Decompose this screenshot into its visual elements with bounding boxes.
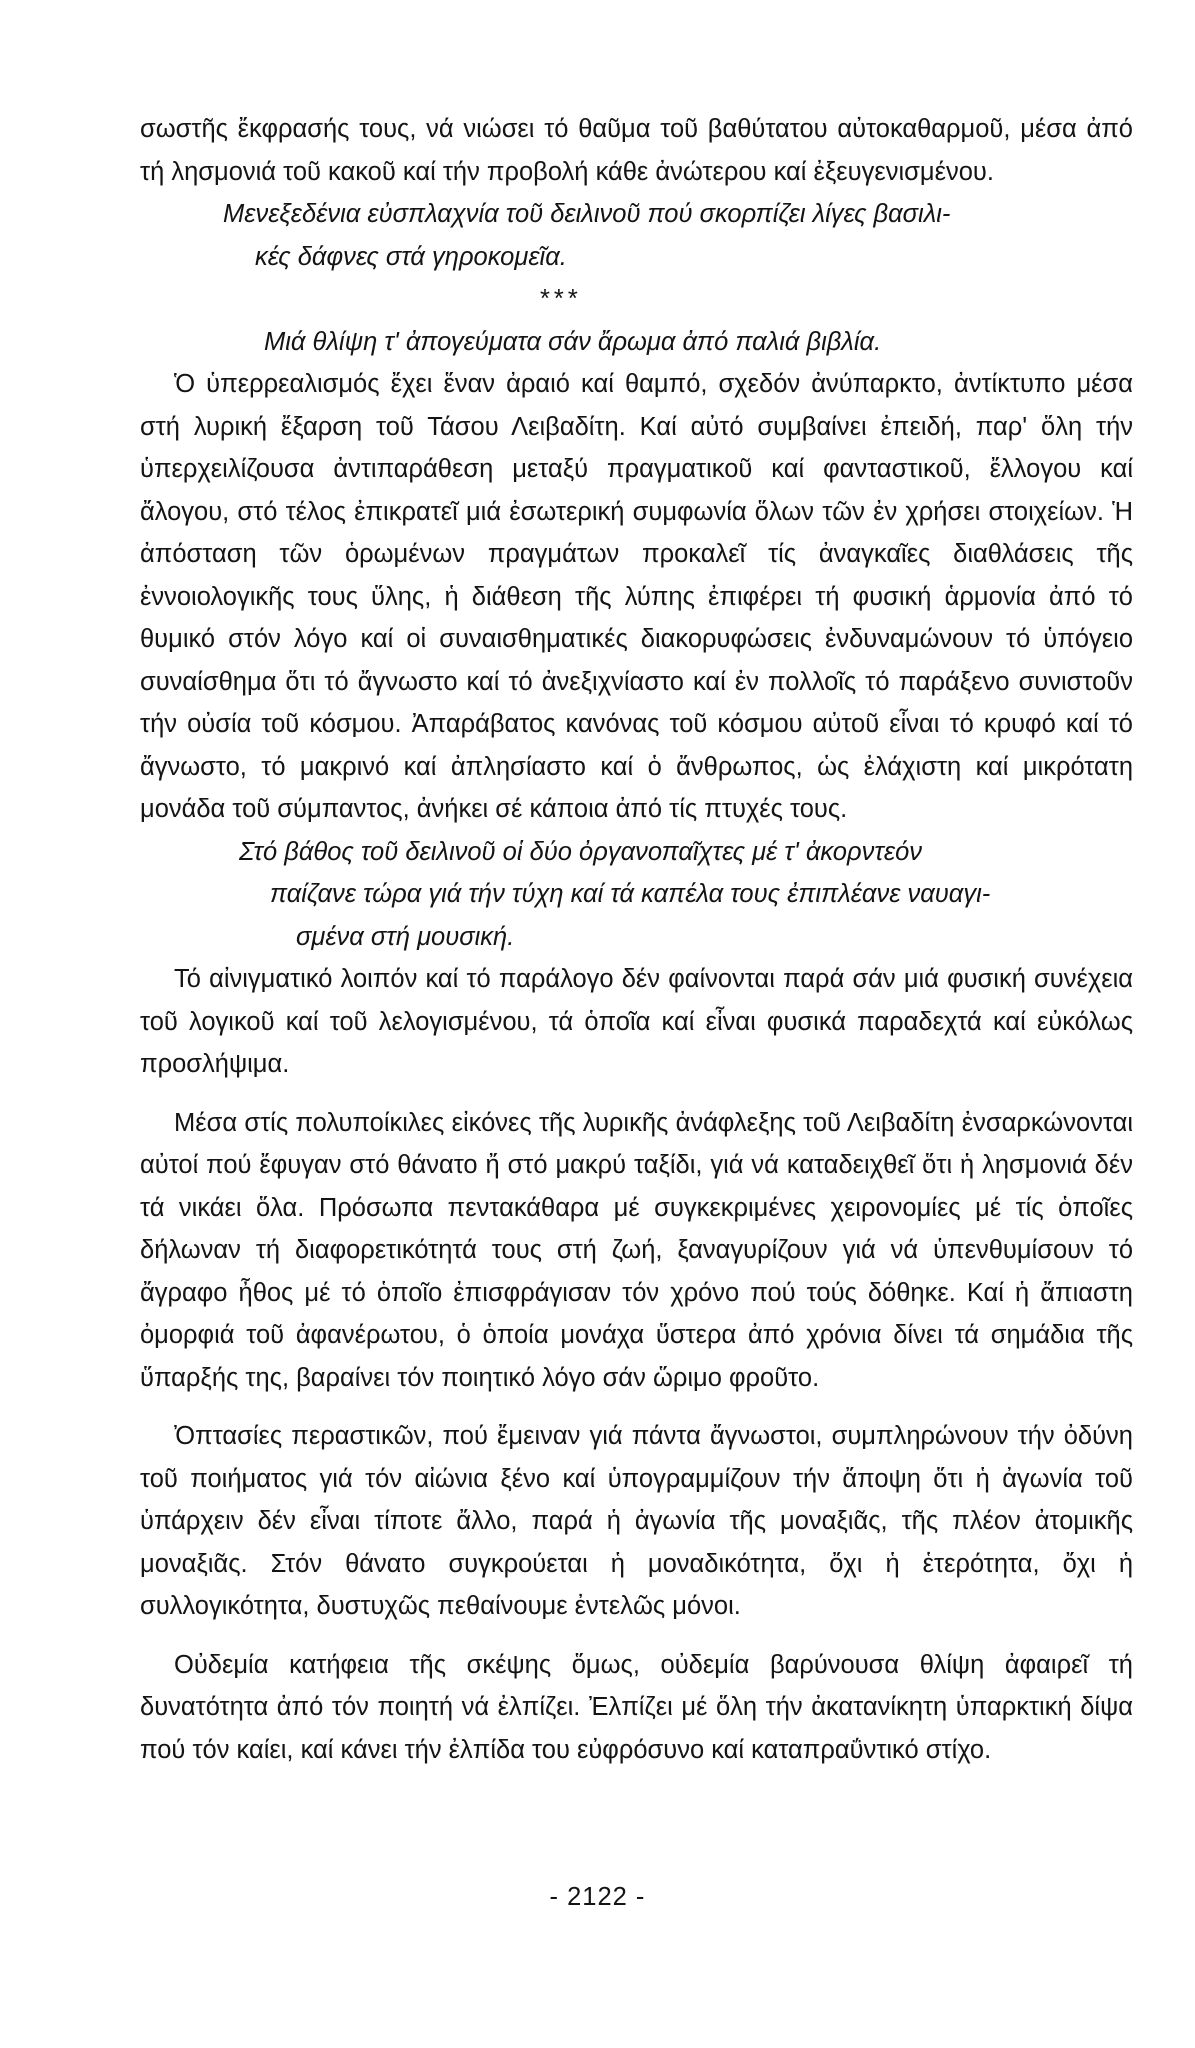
section-separator: *** — [540, 285, 582, 313]
verse-line: Μενεξεδένια εὐσπλαχνία τοῦ δειλινοῦ πού σκορπίζει λίγες βασιλι- — [223, 200, 951, 228]
page-number: - 2122 - — [549, 1883, 646, 1911]
paragraph-4: Μέσα στίς πολυποίκιλες εἰκόνες τῆς λυρικῆς ἀνάφλεξης τοῦ Λειβαδίτη ἐνσαρκώνονται αὐτοί πού ἔφυγαν στό θάνατο ἤ στό μακρύ ταξίδι, γιά νά καταδειχθεῖ ὅτι ἡ λησμονιά δέν τά νικάει ὅλα. Πρόσωπα πεντακάθαρα μέ συγκεκριμένες χειρονομίες μέ τίς ὁποῖες δήλωναν τή διαφορετικότητά τους στή ζωή, ξαναγυρίζουν γιά νά ὑπενθυμίσουν τό ἄγραφο ἦθος μέ τό ὁποῖο ἐπισφράγισαν τόν χρόνο πού τούς δόθηκε. Καί ἡ ἄπιαστη ὀμορφιά τοῦ ἀφανέρωτου, ὁ ὁποία μονάχα ὕστερα ἀπό χρόνια δίνει τά σημάδια τῆς ὕπαρξής της, βαραίνει τόν ποιητικό λόγο σάν ὥριμο φροῦτο. — [140, 1108, 1133, 1392]
verse-line: Στό βάθος τοῦ δειλινοῦ οἱ δύο ὀργανοπαῖχτες μέ τ' ἀκορντεόν — [239, 837, 923, 866]
paragraph-5: Ὀπτασίες περαστικῶν, πού ἔμειναν γιά πάντα ἄγνωστοι, συμπληρώνουν τήν ὀδύνη τοῦ ποιήματος γιά τόν αἰώνια ξένο καί ὑπογραμμίζουν τήν ἄποψη ὅτι ἡ ἀγωνία τοῦ ὑπάρχειν δέν εἶναι τίποτε ἄλλο, παρά ἡ ἀγωνία τῆς μοναξιᾶς, τῆς πλέον ἀτομικῆς μοναξιᾶς. Στόν θάνατο συγκρούεται ἡ μοναδικότητα, ὄχι ἡ ἑτερότητα, ὄχι ἡ συλλογικότητα, δυστυχῶς πεθαίνουμε ἐντελῶς μόνοι. — [140, 1422, 1133, 1620]
verse-line: Μιά θλίψη τ' ἀπογεύματα σάν ἄρωμα ἀπό παλιά βιβλία. — [264, 327, 882, 356]
verse-quote-1 — [140, 193, 1133, 278]
verse-quote-2 — [140, 321, 1133, 364]
body-text — [140, 108, 1133, 1771]
verse-line: παίζανε τώρα γιά τήν τύχη καί τά καπέλα τους ἐπιπλέανε ναυαγι- — [270, 880, 991, 908]
paragraph-3: Τό αἰνιγματικό λοιπόν καί τό παράλογο δέν φαίνονται παρά σάν μιά φυσική συνέχεια τοῦ λογικοῦ καί τοῦ λελογισμένου, τά ὁποῖα καί εἶναι φυσικά παραδεχτά καί εὐκόλως προσλήψιμα. — [140, 965, 1133, 1078]
verse-line: κές δάφνες στά γηροκομεῖα. — [255, 242, 567, 271]
paragraph-2: Ὁ ὑπερρεαλισμός ἔχει ἕναν ἀραιό καί θαμπό, σχεδόν ἀνύπαρκτο, ἀντίκτυπο μέσα στή λυρική ἔξαρση τοῦ Τάσου Λειβαδίτη. Καί αὐτό συμβαίνει ἐπειδή, παρ' ὅλη τήν ὑπερχειλίζουσα ἀντιπαράθεση μεταξύ πραγματικοῦ καί φανταστικοῦ, ἔλλογου καί ἄλογου, στό τέλος ἐπικρατεῖ μιά ἐσωτερική συμφωνία ὅλων τῶν ἐν χρήσει στοιχείων. Ἡ ἀπόσταση τῶν ὁρωμένων πραγμάτων προκαλεῖ τίς ἀναγκαῖες διαθλάσεις τῆς ἐννοιολογικῆς τους ὕλης, ἡ διάθεση τῆς λύπης ἐπιφέρει τή φυσική ἁρμονία ἀπό τό θυμικό στόν λόγο καί οἱ συναισθηματικές διακορυφώσεις ἐνδυναμώνουν τό ὑπόγειο συναίσθημα ὅτι τό ἄγνωστο καί τό ἀνεξιχνίαστο καί ἐν πολλοῖς τό παράξενο συνιστοῦν τήν οὐσία τοῦ κόσμου. Ἀπαράβατος κανόνας τοῦ κόσμου αὐτοῦ εἶναι τό κρυφό καί τό ἄγνωστο, τό μακρινό καί ἀπλησίαστο καί ὁ ἄνθρωπος, ὡς ἐλάχιστη καί μικρότατη μονάδα τοῦ σύμπαντος, ἀνήκει σέ κάποια ἀπό τίς πτυχές τους. — [140, 370, 1133, 823]
paragraph-1: σωστῆς ἔκφρασής τους, νά νιώσει τό θαῦμα τοῦ βαθύτατου αὐτοκαθαρμοῦ, μέσα ἀπό τή λησμονιά τοῦ κακοῦ καί τήν προβολή κάθε ἀνώτερου καί ἐξευγενισμένου. — [140, 115, 1133, 186]
paragraph-6: Οὐδεμία κατήφεια τῆς σκέψης ὅμως, οὐδεμία βαρύνουσα θλίψη ἀφαιρεῖ τή δυνατότητα ἀπό τόν ποιητή νά ἐλπίζει. Ἐλπίζει μέ ὅλη τήν ἀκατανίκητη ὑπαρκτική δίψα πού τόν καίει, καί κάνει τήν ἐλπίδα του εὐφρόσυνο καί καταπραΰντικό στίχο. — [140, 1650, 1133, 1764]
verse-line: σμένα στή μουσική. — [296, 922, 515, 951]
verse-quote-3 — [140, 831, 1133, 959]
